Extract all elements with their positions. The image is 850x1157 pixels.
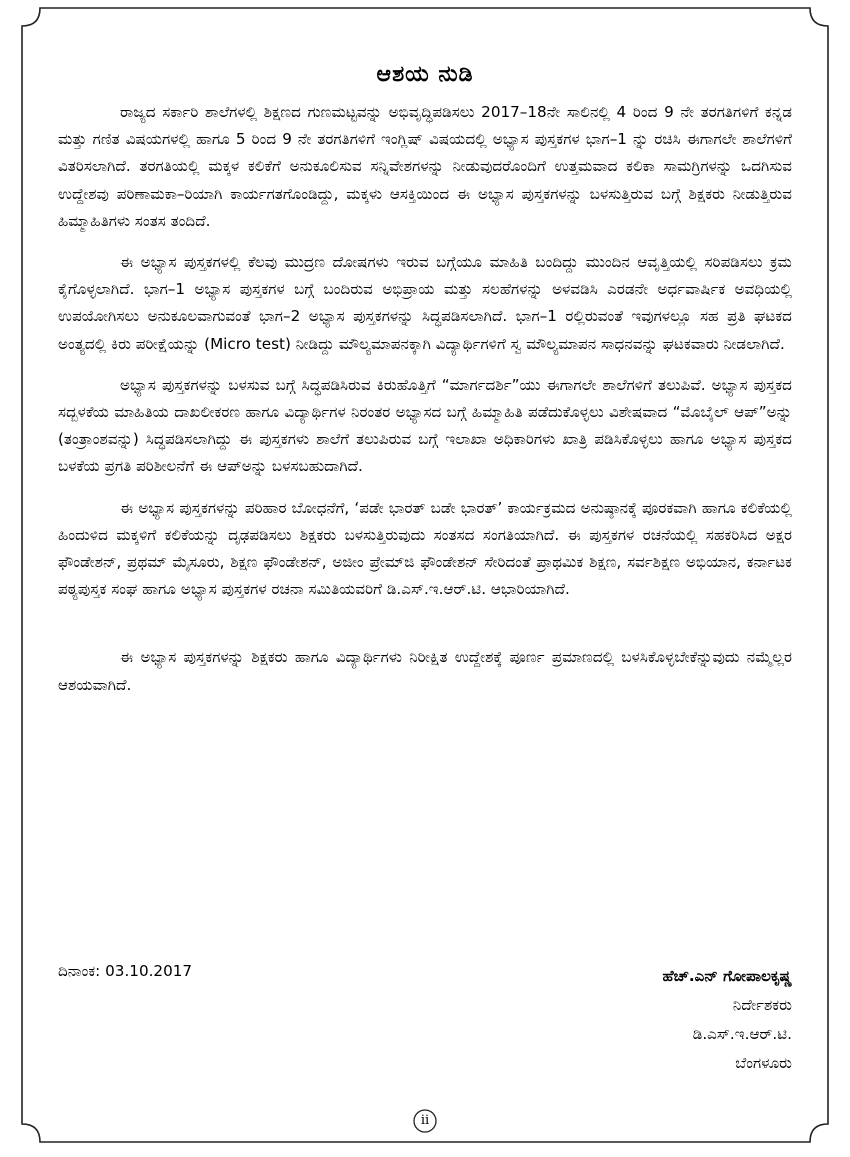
document-body [58,62,792,699]
signer [662,962,792,1078]
page-title: ಆಶಯ ನುಡಿ [376,62,474,87]
signer-designation: ನಿರ್ದೇಶಕರು [732,996,792,1014]
signer-name: ಹೆಚ್.ಎನ್ ಗೋಪಾಲಕೃಷ್ಣ [662,967,792,985]
signer-city: ಬೆಂಗಳೂರು [735,1054,792,1072]
paragraph-errata: ಈ ಅಭ್ಯಾಸ ಪುಸ್ತಕಗಳಲ್ಲಿ ಕೆಲವು ಮುದ್ರಣ ದೋಷಗಳು ಇರುವ ಬಗ್ಗೆಯೂ ಮಾಹಿತಿ ಬಂದಿದ್ದು ಮುಂದಿನ ಆವೃತ್ತಿಯಲ್ಲಿ ಸರಿಪಡಿಸಲು ಕ್ರಮ ಕೈಗೊಳ್ಳಲಾಗಿದೆ. ಭಾಗ–1 ಅಭ್ಯಾಸ ಪುಸ್ತಕಗಳ ಬಗ್ಗೆ ಬಂದಿರುವ ಅಭಿಪ್ರಾಯ ಮತ್ತು ಸಲಹೆಗಳನ್ನು ಅಳವಡಿಸಿ ಎರಡನೇ ಅರ್ಧವಾರ್ಷಿಕ ಅವಧಿಯಲ್ಲಿ ಉಪಯೋಗಿಸಲು ಅನುಕೂಲವಾಗುವಂತೆ ಭಾಗ–2 ಅಭ್ಯಾಸ ಪುಸ್ತಕಗಳನ್ನು ಸಿದ್ಧಪಡಿಸಲಾಗಿದೆ. ಭಾಗ–1 ರಲ್ಲಿರುವಂತೆ ಇವುಗಳಲ್ಲೂ ಸಹ ಪ್ರತಿ ಘಟಕದ ಅಂತ್ಯದಲ್ಲಿ ಕಿರು ಪರೀಕ್ಷೆಯನ್ನು (Micro test) ನೀಡಿದ್ದು ಮೌಲ್ಯಮಾಪನಕ್ಕಾಗಿ ವಿದ್ಯಾರ್ಥಿಗಳಿಗೆ ಸ್ವ ಮೌಲ್ಯಮಾಪನ ಸಾಧನವನ್ನು ಘಟಕವಾರು ನೀಡಲಾಗಿದೆ. [58,253,792,353]
page-number: ii [420,1113,430,1128]
date-line: ದಿನಾಂಕ: 03.10.2017 [58,962,193,980]
signature-block [58,962,792,1072]
paragraph-closing: ಈ ಅಭ್ಯಾಸ ಪುಸ್ತಕಗಳನ್ನು ಶಿಕ್ಷಕರು ಹಾಗೂ ವಿದ್ಯಾರ್ಥಿಗಳು ನಿರೀಕ್ಷಿತ ಉದ್ದೇಶಕ್ಕೆ ಪೂರ್ಣ ಪ್ರಮಾಣದಲ್ಲಿ ಬಳಸಿಕೊಳ್ಳಬೇಕೆನ್ನುವುದು ನಮ್ಮೆಲ್ಲರ ಆಶಯವಾಗಿದೆ. [58,648,792,694]
paragraph-guide-app: ಅಭ್ಯಾಸ ಪುಸ್ತಕಗಳನ್ನು ಬಳಸುವ ಬಗ್ಗೆ ಸಿದ್ಧಪಡಿಸಿರುವ ಕಿರುಹೊತ್ತಿಗೆ “ಮಾರ್ಗದರ್ಶಿ”ಯು ಈಗಾಗಲೇ ಶಾಲೆಗಳಿಗೆ ತಲುಪಿವೆ. ಅಭ್ಯಾಸ ಪುಸ್ತಕದ ಸದ್ಬಳಕೆಯ ಮಾಹಿತಿಯ ದಾಖಲೀಕರಣ ಹಾಗೂ ವಿದ್ಯಾರ್ಥಿಗಳ ನಿರಂತರ ಅಭ್ಯಾಸದ ಬಗ್ಗೆ ಹಿಮ್ಮಾಹಿತಿ ಪಡೆದುಕೊಳ್ಳಲು ವಿಶೇಷವಾದ “ಮೊಬೈಲ್ ಆಪ್”ಅನ್ನು (ತಂತ್ರಾಂಶವನ್ನು) ಸಿದ್ಧಪಡಿಸಲಾಗಿದ್ದು ಈ ಪುಸ್ತಕಗಳು ಶಾಲೆಗೆ ತಲುಪಿರುವ ಬಗ್ಗೆ ಇಲಾಖಾ ಅಧಿಕಾರಿಗಳು ಖಾತ್ರಿ ಪಡಿಸಿಕೊಳ್ಳಲು ಹಾಗೂ ಅಭ್ಯಾಸ ಪುಸ್ತಕದ ಬಳಕೆಯ ಪ್ರಗತಿ ಪರಿಶೀಲನೆಗೆ ಈ ಆಪ್‌ಅನ್ನು ಬಳಸಬಹುದಾಗಿದೆ. [58,375,792,476]
paragraph-intro: ರಾಜ್ಯದ ಸರ್ಕಾರಿ ಶಾಲೆಗಳಲ್ಲಿ ಶಿಕ್ಷಣದ ಗುಣಮಟ್ಟವನ್ನು ಅಭಿವೃದ್ಧಿಪಡಿಸಲು 2017–18ನೇ ಸಾಲಿನಲ್ಲಿ 4 ರಿಂದ 9 ನೇ ತರಗತಿಗಳಿಗೆ ಕನ್ನಡ ಮತ್ತು ಗಣಿತ ವಿಷಯಗಳಲ್ಲಿ ಹಾಗೂ 5 ರಿಂದ 9 ನೇ ತರಗತಿಗಳಿಗೆ ಇಂಗ್ಲಿಷ್ ವಿಷಯದಲ್ಲಿ ಅಭ್ಯಾಸ ಪುಸ್ತಕಗಳ ಭಾಗ–1 ನ್ನು ರಚಿಸಿ ಈಗಾಗಲೇ ಶಾಲೆಗಳಿಗೆ ವಿತರಿಸಲಾಗಿದೆ. ತರಗತಿಯಲ್ಲಿ ಮಕ್ಕಳ ಕಲಿಕೆಗೆ ಅನುಕೂಲಿಸುವ ಸನ್ನಿವೇಶಗಳನ್ನು ನೀಡುವುದರೊಂದಿಗೆ ಉತ್ತಮವಾದ ಕಲಿಕಾ ಸಾಮಗ್ರಿಗಳನ್ನು ಒದಗಿಸುವ ಉದ್ದೇಶವು ಪರಿಣಾಮಕಾ–ರಿಯಾಗಿ ಕಾರ್ಯಗತಗೊಂಡಿದ್ದು, ಮಕ್ಕಳು ಆಸಕ್ತಿಯಿಂದ ಈ ಅಭ್ಯಾಸ ಪುಸ್ತಕಗಳನ್ನು ಬಳಸುತ್ತಿರುವ ಬಗ್ಗೆ ಶಿಕ್ಷಕರು ನೀಡುತ್ತಿರುವ ಹಿಮ್ಮಾಹಿತಿಗಳು ಸಂತಸ ತಂದಿದೆ. [58,103,792,230]
paragraph-acknowledgement: ಈ ಅಭ್ಯಾಸ ಪುಸ್ತಕಗಳನ್ನು ಪರಿಹಾರ ಬೋಧನೆಗೆ, ‘ಪಡೇ ಭಾರತ್ ಬಡೇ ಭಾರತ್’ ಕಾರ್ಯಕ್ರಮದ ಅನುಷ್ಠಾನಕ್ಕೆ ಪೂರಕವಾಗಿ ಹಾಗೂ ಕಲಿಕೆಯಲ್ಲಿ ಹಿಂದುಳಿದ ಮಕ್ಕಳಿಗೆ ಕಲಿಕೆಯನ್ನು ದೃಢಪಡಿಸಲು ಶಿಕ್ಷಕರು ಬಳಸುತ್ತಿರುವುದು ಸಂತಸದ ಸಂಗತಿಯಾಗಿದೆ. ಈ ಪುಸ್ತಕಗಳ ರಚನೆಯಲ್ಲಿ ಸಹಕರಿಸಿದ ಅಕ್ಷರ ಫೌಂಡೇಶನ್, ಪ್ರಥಮ್ ಮೈಸೂರು, ಶಿಕ್ಷಣ ಫೌಂಡೇಶನ್, ಅಜೀಂ ಪ್ರೇಮ್‌ಜಿ ಫೌಂಡೇಶನ್ ಸೇರಿದಂತೆ ಪ್ರಾಥಮಿಕ ಶಿಕ್ಷಣ, ಸರ್ವಶಿಕ್ಷಣ ಅಭಿಯಾನ, ಕರ್ನಾಟಕ ಪಠ್ಯಪುಸ್ತಕ ಸಂಘ ಹಾಗೂ ಅಭ್ಯಾಸ ಪುಸ್ತಕಗಳ ರಚನಾ ಸಮಿತಿಯವರಿಗೆ ಡಿ.ಎಸ್.ಇ.ಆರ್.ಟಿ. ಆಭಾರಿಯಾಗಿದೆ. [58,498,792,599]
signer-office: ಡಿ.ಎಸ್.ಇ.ಆರ್.ಟಿ. [692,1025,792,1043]
